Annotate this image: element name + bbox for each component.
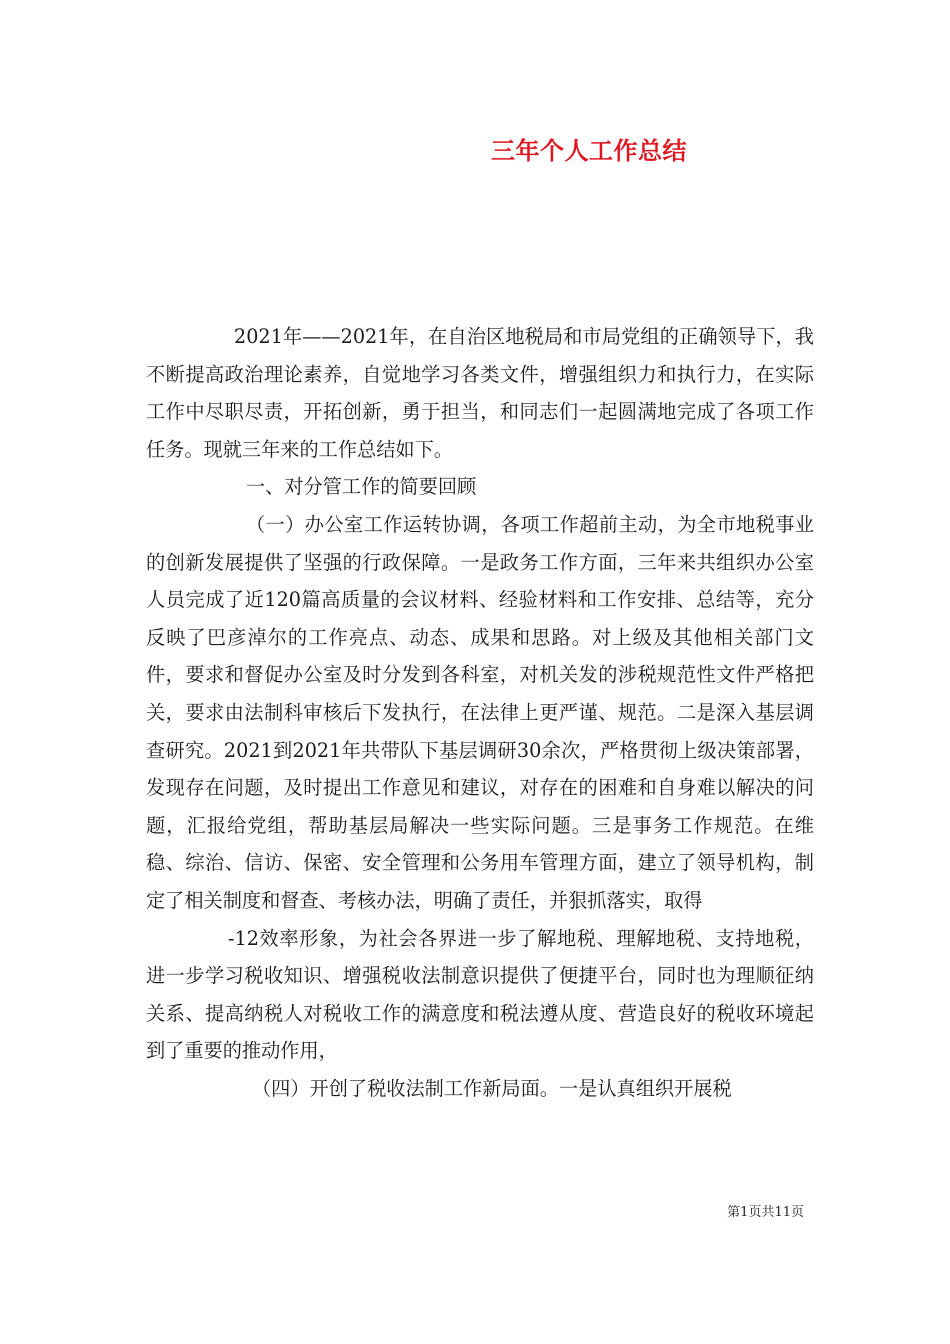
page-number: 第1页共11页 <box>727 1205 804 1220</box>
paragraph-legal-work: （四）开创了税收法制工作新局面。一是认真组织开展税 <box>252 1076 732 1100</box>
document-body <box>146 318 814 1107</box>
section-heading-1: 一、对分管工作的简要回顾 <box>246 475 477 499</box>
paragraph-efficiency: -12效率形象，为社会各界进一步了解地税、理解地税、支持地税，进一步学习税收知识、增强税收法制意识提供了便捷平台，同时也为理顺征纳关系、提高纳税人对税收工作的满意度和税法遵从度、营造良好的税收环境起到了重要的推动作用， <box>146 926 814 1063</box>
paragraph-intro: 2021年——2021年，在自治区地税局和市局党组的正确领导下，我不断提高政治理论素养，自觉地学习各类文件，增强组织力和执行力，在实际工作中尽职尽责，开拓创新，勇于担当，和同志们一起圆满地完成了各项工作任务。现就三年来的工作总结如下。 <box>146 325 814 461</box>
page-title: 三年个人工作总结 <box>491 136 687 165</box>
paragraph-office-work: （一）办公室工作运转协调，各项工作超前主动，为全市地税事业的创新发展提供了坚强的行政保障。一是政务工作方面，三年来共组织办公室人员完成了近120篇高质量的会议材料、经验材料和工作安排、总结等，充分反映了巴彦淖尔的工作亮点、动态、成果和思路。对上级及其他相关部门文件，要求和督促办公室及时分发到各科室，对机关发的涉税规范性文件严格把关，要求由法制科审核后下发执行，在法律上更严谨、规范。二是深入基层调查研究。2021到2021年共带队下基层调研30余次，严格贯彻上级决策部署，发现存在问题，及时提出工作意见和建议，对存在的困难和自身难以解决的问题，汇报给党组，帮助基层局解决一些实际问题。三是事务工作规范。在维稳、综治、信访、保密、安全管理和公务用车管理方面，建立了领导机构，制定了相关制度和督查、考核办法，明确了责任，并狠抓落实，取得 <box>146 512 814 912</box>
